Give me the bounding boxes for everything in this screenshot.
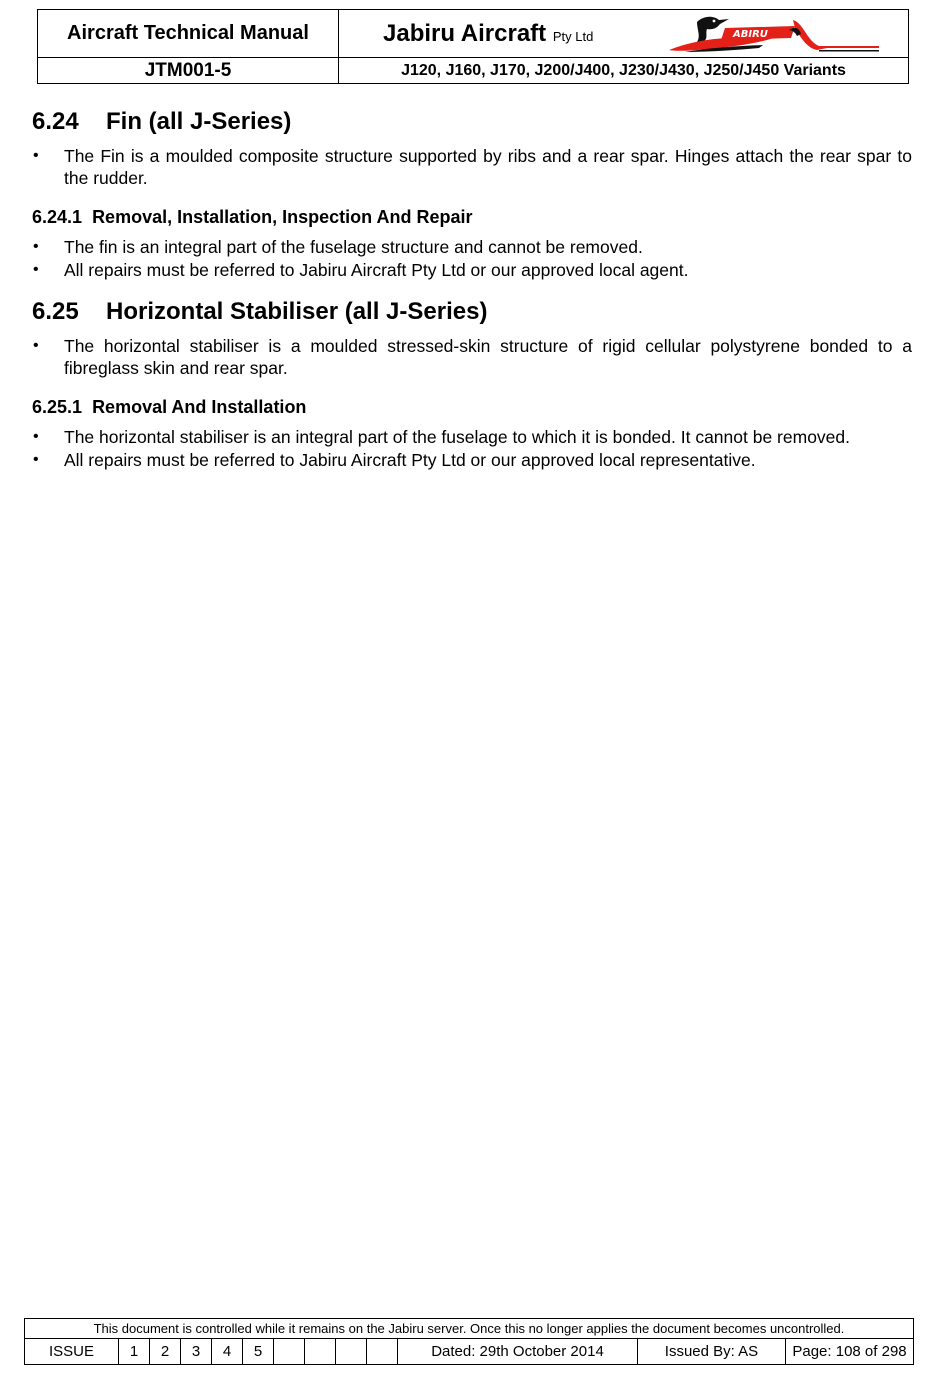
subsection-number: 6.24.1 <box>32 207 83 227</box>
bullet-item: • The horizontal stabiliser is an integral part of the fuselage to which it is bonded. It cannot be removed. <box>32 426 912 448</box>
header-company-cell <box>339 10 908 57</box>
section-6-25 <box>32 298 912 471</box>
dated: Dated: 29th October 2014 <box>398 1339 638 1364</box>
bullet-item: • The horizontal stabiliser is a moulded stressed-skin structure of rigid cellular polystyrene bonded to a fibreglass skin and rear spar. <box>32 335 912 379</box>
section-6-24 <box>32 108 912 281</box>
subsection-heading <box>32 207 912 228</box>
issued-by: Issued By: AS <box>638 1339 786 1364</box>
section-number: 6.24 <box>32 108 79 135</box>
company-name: Jabiru Aircraft <box>383 20 547 47</box>
bullet-item: • The fin is an integral part of the fuselage structure and cannot be removed. <box>32 236 912 258</box>
header-variants-cell <box>339 58 908 83</box>
subsection-title: Removal And Installation <box>92 397 307 417</box>
issue-cell <box>367 1339 398 1364</box>
document-footer <box>24 1318 914 1365</box>
jabiru-logo <box>667 12 885 56</box>
bullet-item: • The Fin is a moulded composite structure supported by ribs and a rear spar. Hinges attach the rear spar to the rudder. <box>32 145 912 189</box>
subsection-bullets <box>32 236 912 281</box>
issue-cell: 2 <box>150 1339 181 1364</box>
issue-cell: 5 <box>243 1339 274 1364</box>
section-bullets <box>32 145 912 189</box>
aircraft-variants: J120, J160, J170, J200/J400, J230/J430, J250/J450 Variants <box>401 61 846 79</box>
issue-label: ISSUE <box>25 1339 119 1364</box>
subsection-heading <box>32 397 912 418</box>
control-note: This document is controlled while it remains on the Jabiru server. Once this no longer applies the document becomes uncontrolled. <box>25 1319 913 1339</box>
page-content <box>32 108 912 472</box>
issue-cell <box>336 1339 367 1364</box>
document-number: JTM001-5 <box>144 59 232 81</box>
header-top-row <box>38 10 908 58</box>
section-title: Fin (all J-Series) <box>106 108 292 135</box>
issue-cell <box>305 1339 336 1364</box>
section-title: Horizontal Stabiliser (all J-Series) <box>106 298 488 325</box>
svg-text:ABIRU: ABIRU <box>733 29 768 40</box>
section-bullets <box>32 335 912 379</box>
section-heading <box>32 298 912 326</box>
issue-cell <box>274 1339 305 1364</box>
section-spacer <box>32 282 912 298</box>
header-manual-cell <box>38 10 339 57</box>
subsection-title: Removal, Installation, Inspection And Repair <box>92 207 473 227</box>
issue-cell: 1 <box>119 1339 150 1364</box>
document-header <box>37 9 909 84</box>
issue-cell: 3 <box>181 1339 212 1364</box>
company-suffix: Pty Ltd <box>552 29 594 44</box>
company-name-block <box>383 20 593 48</box>
section-number: 6.25 <box>32 298 79 325</box>
bullet-item: • All repairs must be referred to Jabiru Aircraft Pty Ltd or our approved local agent. <box>32 259 912 281</box>
bullet-item: • All repairs must be referred to Jabiru Aircraft Pty Ltd or our approved local representative. <box>32 449 912 471</box>
issue-row <box>25 1339 913 1364</box>
header-bottom-row <box>38 58 908 83</box>
subsection-bullets <box>32 426 912 471</box>
subsection-number: 6.25.1 <box>32 397 83 417</box>
manual-title: Aircraft Technical Manual <box>67 22 309 44</box>
section-heading <box>32 108 912 136</box>
header-docnum-cell <box>38 58 339 83</box>
page-number: Page: 108 of 298 <box>792 1343 907 1360</box>
issue-cell: 4 <box>212 1339 243 1364</box>
